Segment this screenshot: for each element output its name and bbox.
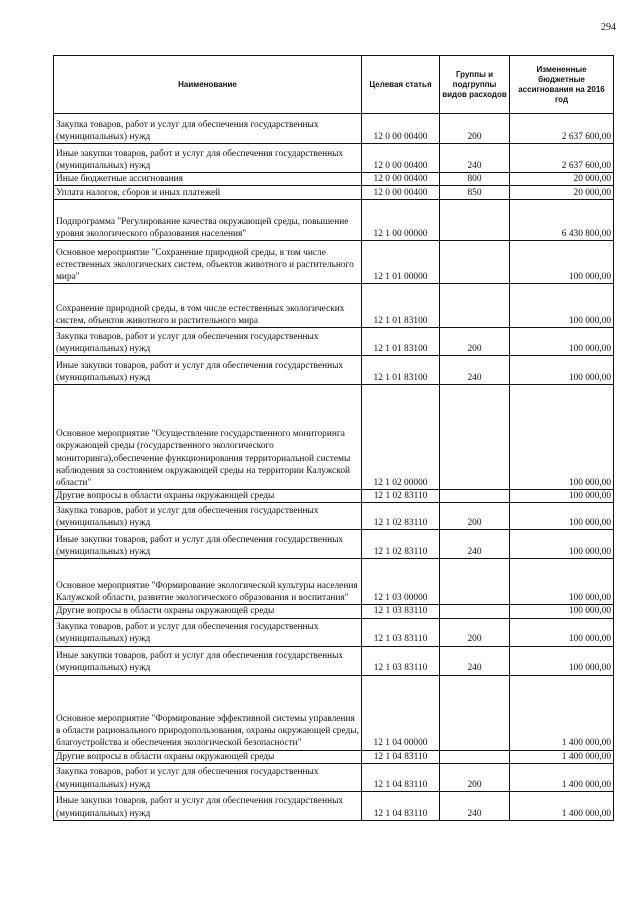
table-row	[54, 241, 614, 284]
table-row	[54, 114, 614, 144]
row-amount: 6 430 800,00	[510, 200, 614, 241]
row-code: 12 1 03 83110	[362, 605, 440, 618]
table-row	[54, 530, 614, 559]
row-group	[440, 559, 510, 605]
row-code: 12 1 01 83100	[362, 328, 440, 356]
row-amount: 100 000,00	[510, 490, 614, 503]
table-row	[54, 328, 614, 356]
row-name: Другие вопросы в области охраны окружающей среды	[54, 605, 362, 618]
row-group	[440, 675, 510, 750]
row-name: Другие вопросы в области охраны окружающей среды	[54, 750, 362, 763]
row-amount: 1 400 000,00	[510, 750, 614, 763]
row-group	[440, 750, 510, 763]
table-row	[54, 559, 614, 605]
row-name: Основное мероприятие "Формирование эффективной системы управления в области рационального природопользования, охраны окружающей среды, благоустройства и обеспечения экологической безопасности"	[54, 675, 362, 750]
header-group: Группы и подгруппы видов расходов	[440, 56, 510, 114]
row-amount: 1 400 000,00	[510, 675, 614, 750]
row-name: Основное мероприятие "Осуществление государственного мониторинга окружающей среды (государственного экологического мониторинга),обеспечение функционирования территориальной системы наблюдения за состоянием окружающей среды на территории Калужской области"	[54, 385, 362, 490]
row-code: 12 1 03 00000	[362, 559, 440, 605]
row-code: 12 0 00 00400	[362, 144, 440, 173]
row-name: Сохранение природной среды, в том числе естественных экологических систем, объектов животного и растительного мира	[54, 284, 362, 328]
header-row	[54, 56, 614, 114]
row-code: 12 0 00 00400	[362, 186, 440, 200]
row-amount: 100 000,00	[510, 618, 614, 646]
table-row	[54, 490, 614, 503]
row-group: 200	[440, 328, 510, 356]
row-name: Иные закупки товаров, работ и услуг для обеспечения государственных (муниципальных) нужд	[54, 791, 362, 820]
row-code: 12 1 04 83110	[362, 763, 440, 791]
row-amount: 100 000,00	[510, 530, 614, 559]
row-group: 200	[440, 618, 510, 646]
row-group	[440, 490, 510, 503]
row-group	[440, 284, 510, 328]
table-row	[54, 675, 614, 750]
header-name: Наименование	[54, 56, 362, 114]
row-group: 240	[440, 646, 510, 675]
row-code: 12 0 00 00400	[362, 173, 440, 186]
table-row	[54, 750, 614, 763]
row-code: 12 1 04 83110	[362, 791, 440, 820]
row-amount: 100 000,00	[510, 559, 614, 605]
row-amount: 1 400 000,00	[510, 763, 614, 791]
header-amount: Измененные бюджетные ассигнования на 2016 год	[510, 56, 614, 114]
row-code: 12 1 00 00000	[362, 200, 440, 241]
row-code: 12 1 02 83110	[362, 530, 440, 559]
row-amount: 100 000,00	[510, 356, 614, 385]
row-code: 12 1 02 00000	[362, 385, 440, 490]
table-row	[54, 200, 614, 241]
row-amount: 100 000,00	[510, 284, 614, 328]
row-group: 240	[440, 791, 510, 820]
row-amount: 100 000,00	[510, 385, 614, 490]
row-name: Иные закупки товаров, работ и услуг для обеспечения государственных (муниципальных) нужд	[54, 144, 362, 173]
row-group	[440, 385, 510, 490]
row-amount: 100 000,00	[510, 328, 614, 356]
header-code: Целевая статья	[362, 56, 440, 114]
row-name: Закупка товаров, работ и услуг для обеспечения государственных (муниципальных) нужд	[54, 618, 362, 646]
row-name: Иные закупки товаров, работ и услуг для обеспечения государственных (муниципальных) нужд	[54, 530, 362, 559]
table-row	[54, 173, 614, 186]
row-amount: 1 400 000,00	[510, 791, 614, 820]
row-code: 12 1 03 83110	[362, 646, 440, 675]
row-name: Закупка товаров, работ и услуг для обеспечения государственных (муниципальных) нужд	[54, 114, 362, 144]
row-group: 240	[440, 356, 510, 385]
row-name: Подпрограмма "Регулирование качества окружающей среды, повышение уровня экологического образования населения"	[54, 200, 362, 241]
row-group	[440, 605, 510, 618]
row-amount: 2 637 600,00	[510, 144, 614, 173]
row-amount: 20 000,00	[510, 173, 614, 186]
row-group: 200	[440, 114, 510, 144]
row-name: Основное мероприятие "Сохранение природной среды, в том числе естественных экологических систем, объектов животного и растительного мира"	[54, 241, 362, 284]
row-code: 12 1 04 00000	[362, 675, 440, 750]
table-row	[54, 385, 614, 490]
row-name: Закупка товаров, работ и услуг для обеспечения государственных (муниципальных) нужд	[54, 763, 362, 791]
row-code: 12 0 00 00400	[362, 114, 440, 144]
table-row	[54, 763, 614, 791]
row-name: Другие вопросы в области охраны окружающей среды	[54, 490, 362, 503]
row-group: 850	[440, 186, 510, 200]
row-name: Иные закупки товаров, работ и услуг для обеспечения государственных (муниципальных) нужд	[54, 356, 362, 385]
row-name: Иные бюджетные ассигнования	[54, 173, 362, 186]
table-row	[54, 791, 614, 820]
table-row	[54, 605, 614, 618]
row-code: 12 1 01 00000	[362, 241, 440, 284]
table-row	[54, 356, 614, 385]
table-row	[54, 186, 614, 200]
row-name: Закупка товаров, работ и услуг для обеспечения государственных (муниципальных) нужд	[54, 328, 362, 356]
row-amount: 100 000,00	[510, 646, 614, 675]
row-group	[440, 200, 510, 241]
row-group: 200	[440, 503, 510, 530]
budget-table	[53, 55, 614, 821]
table-row	[54, 646, 614, 675]
row-group: 240	[440, 144, 510, 173]
row-amount: 100 000,00	[510, 241, 614, 284]
table-row	[54, 503, 614, 530]
row-group	[440, 241, 510, 284]
row-name: Закупка товаров, работ и услуг для обеспечения государственных (муниципальных) нужд	[54, 503, 362, 530]
row-code: 12 1 01 83100	[362, 284, 440, 328]
table-row	[54, 618, 614, 646]
row-name: Уплата налогов, сборов и иных платежей	[54, 186, 362, 200]
row-amount: 100 000,00	[510, 503, 614, 530]
row-code: 12 1 01 83100	[362, 356, 440, 385]
row-name: Иные закупки товаров, работ и услуг для обеспечения государственных (муниципальных) нужд	[54, 646, 362, 675]
row-code: 12 1 04 83110	[362, 750, 440, 763]
row-amount: 20 000,00	[510, 186, 614, 200]
row-name: Основное мероприятие "Формирование экологической культуры населения Калужской области, развитие экологического образования и воспитания"	[54, 559, 362, 605]
row-code: 12 1 02 83110	[362, 503, 440, 530]
table-body	[54, 114, 614, 821]
page-number: 294	[601, 22, 616, 33]
row-amount: 2 637 600,00	[510, 114, 614, 144]
row-code: 12 1 02 83110	[362, 490, 440, 503]
row-group: 200	[440, 763, 510, 791]
row-group: 240	[440, 530, 510, 559]
row-group: 800	[440, 173, 510, 186]
row-code: 12 1 03 83110	[362, 618, 440, 646]
table-row	[54, 144, 614, 173]
table-row	[54, 284, 614, 328]
row-amount: 100 000,00	[510, 605, 614, 618]
